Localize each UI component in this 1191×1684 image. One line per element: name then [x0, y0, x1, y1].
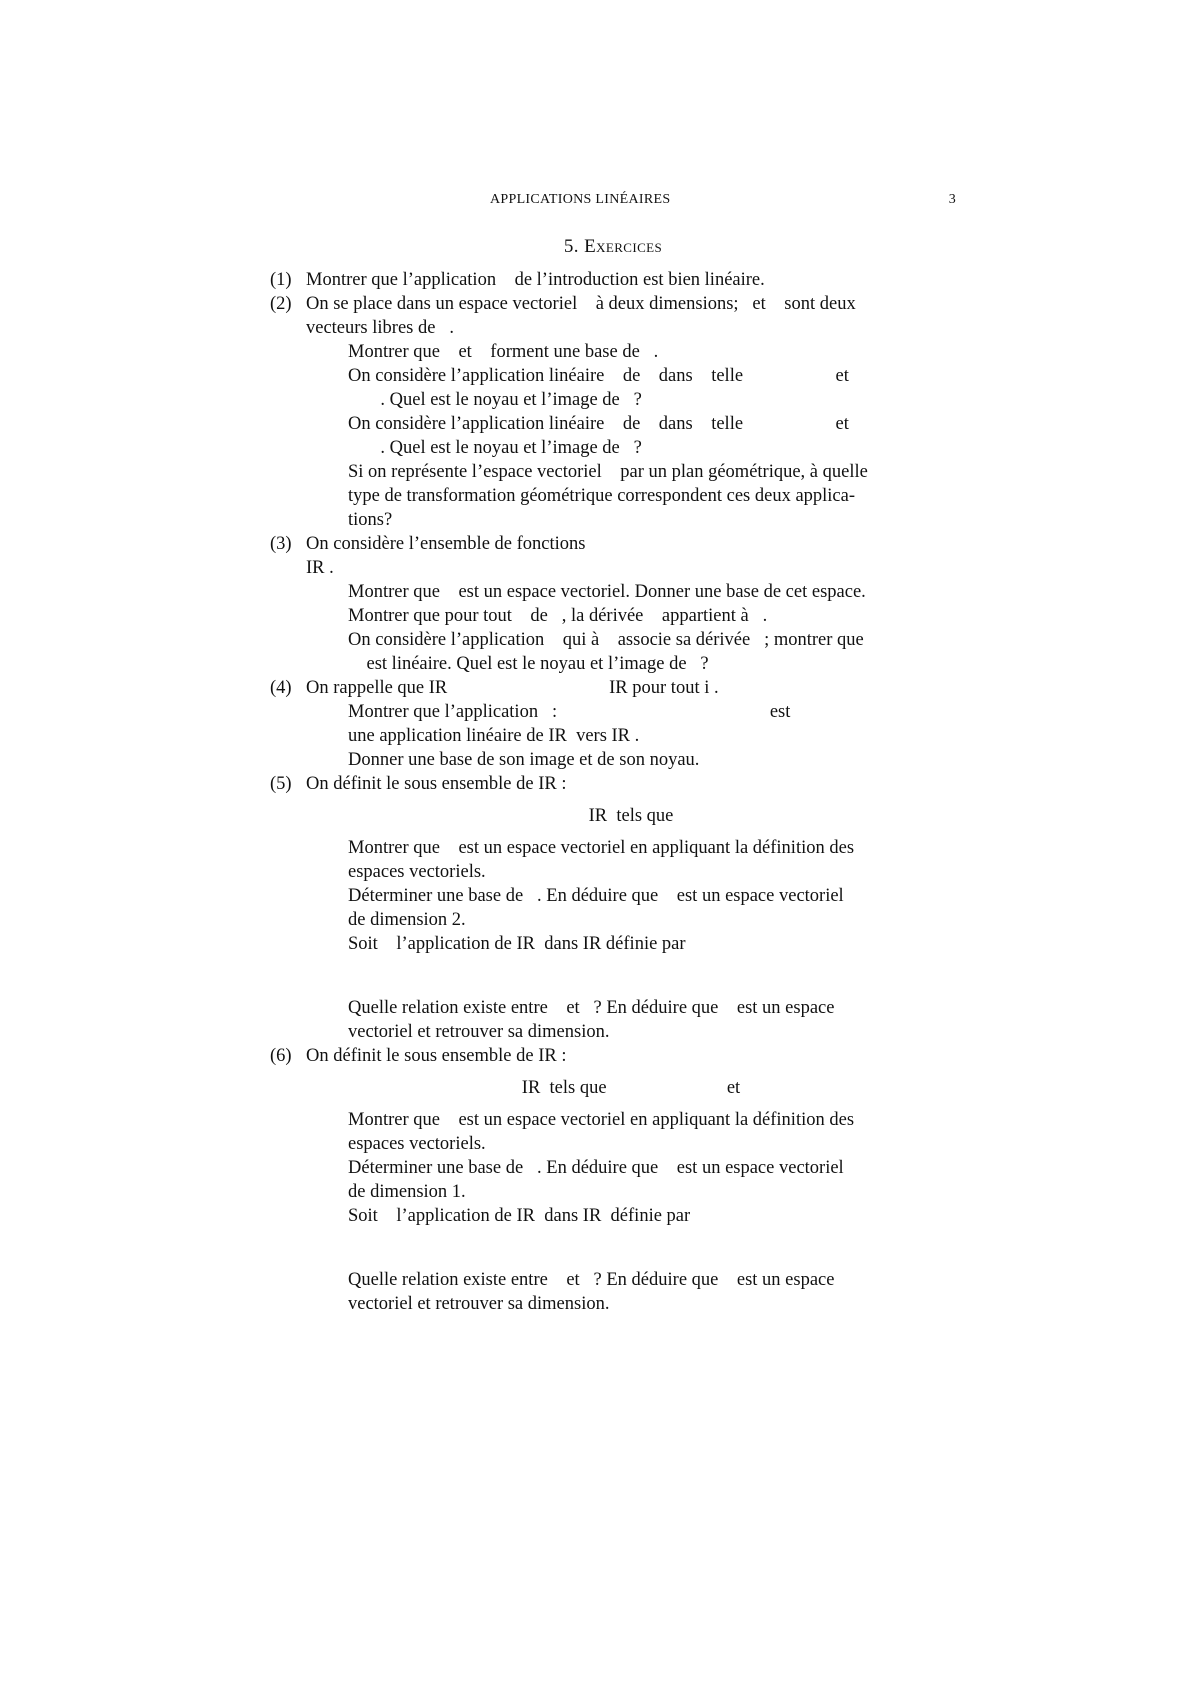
exercise-4	[270, 676, 956, 772]
sub-question-line: espaces vectoriels.	[348, 1134, 486, 1154]
exercise-line: On définit le sous ensemble de IR :	[306, 774, 567, 794]
sub-question-line: Soit l’application de IR dans IR définie par	[348, 934, 686, 954]
sub-question-line: espaces vectoriels.	[348, 862, 486, 882]
sub-question	[348, 1268, 956, 1316]
sub-question-line: Donner une base de son image et de son noyau.	[348, 750, 700, 770]
exercise-6	[270, 1044, 956, 1316]
sub-question-line: On considère l’application qui à associe sa dérivée ; montrer que	[348, 630, 864, 650]
exercise-line: On rappelle que IR IR pour tout i .	[306, 678, 719, 698]
section-title: 5. Exercices	[563, 236, 663, 257]
sub-question-line: vectoriel et retrouver sa dimension.	[348, 1022, 610, 1042]
exercise-1	[270, 268, 956, 292]
formula-gap	[306, 1228, 956, 1268]
running-title: APPLICATIONS LINÉAIRES	[490, 192, 671, 207]
exercise-number: (2)	[270, 294, 292, 314]
sub-question-line: Quelle relation existe entre et ? En déduire que est un espace	[348, 998, 835, 1018]
exercise-line: On définit le sous ensemble de IR :	[306, 1046, 567, 1066]
sub-question-line: Déterminer une base de . En déduire que est un espace vectoriel	[348, 1158, 844, 1178]
sub-question	[348, 412, 956, 460]
sub-question-line: est linéaire. Quel est le noyau et l’image de ?	[348, 654, 709, 674]
sub-question-line: tions?	[348, 510, 393, 530]
sub-question-line: Si on représente l’espace vectoriel par un plan géométrique, à quelle	[348, 462, 868, 482]
sub-question-line: On considère l’application linéaire de dans telle et	[348, 414, 849, 434]
sub-question-line: Montrer que est un espace vectoriel en appliquant la définition des	[348, 1110, 855, 1130]
sub-question	[348, 700, 956, 748]
sub-question-line: Quelle relation existe entre et ? En déduire que est un espace	[348, 1270, 835, 1290]
sub-question	[348, 1204, 956, 1228]
sub-question	[348, 996, 956, 1044]
exercise-line: IR .	[306, 558, 334, 578]
sub-question	[348, 604, 956, 628]
sub-question-line: une application linéaire de IR vers IR .	[348, 726, 640, 746]
sub-question	[348, 364, 956, 412]
sub-question-line: Montrer que l’application : est	[348, 702, 791, 722]
sub-question-line: . Quel est le noyau et l’image de ?	[348, 438, 642, 458]
sub-question-line: type de transformation géométrique correspondent ces deux applica-	[348, 486, 856, 506]
exercise-number: (4)	[270, 678, 292, 698]
sub-question-line: Montrer que est un espace vectoriel en appliquant la définition des	[348, 838, 855, 858]
sub-question	[348, 1156, 956, 1204]
sub-question	[348, 884, 956, 932]
exercise-number: (3)	[270, 534, 292, 554]
display-formula-line: IR tels que et	[521, 1078, 741, 1098]
sub-question-line: Montrer que pour tout de , la dérivée appartient à .	[348, 606, 768, 626]
exercise-number: (5)	[270, 774, 292, 794]
display-formula-line: IR tels que	[588, 806, 674, 826]
exercise-number: (1)	[270, 270, 292, 290]
exercise-line: Montrer que l’application de l’introduction est bien linéaire.	[306, 270, 765, 290]
sub-question-line: On considère l’application linéaire de dans telle et	[348, 366, 849, 386]
sub-question-line: Montrer que et forment une base de .	[348, 342, 659, 362]
sub-question	[348, 460, 956, 532]
sub-question-line: Montrer que est un espace vectoriel. Donner une base de cet espace.	[348, 582, 866, 602]
exercise-number: (6)	[270, 1046, 292, 1066]
sub-question	[348, 932, 956, 956]
sub-question	[348, 580, 956, 604]
exercise-list	[270, 268, 956, 1316]
formula-gap	[306, 956, 956, 996]
sub-question-line: Déterminer une base de . En déduire que est un espace vectoriel	[348, 886, 844, 906]
sub-question	[348, 748, 956, 772]
sub-question	[348, 340, 956, 364]
sub-question	[348, 1108, 956, 1156]
exercise-5	[270, 772, 956, 1044]
exercise-2	[270, 292, 956, 532]
page-number: 3	[948, 192, 956, 207]
exercise-line: On considère l’ensemble de fonctions	[306, 534, 586, 554]
exercise-3	[270, 532, 956, 676]
exercise-line: On se place dans un espace vectoriel à deux dimensions; et sont deux	[306, 294, 856, 314]
exercise-line: vecteurs libres de .	[306, 318, 454, 338]
sub-question-line: vectoriel et retrouver sa dimension.	[348, 1294, 610, 1314]
sub-question	[348, 836, 956, 884]
sub-question-line: de dimension 1.	[348, 1182, 466, 1202]
sub-question-line: de dimension 2.	[348, 910, 466, 930]
sub-question-line: Soit l’application de IR dans IR définie par	[348, 1206, 691, 1226]
sub-question	[348, 628, 956, 676]
sub-question-line: . Quel est le noyau et l’image de ?	[348, 390, 642, 410]
